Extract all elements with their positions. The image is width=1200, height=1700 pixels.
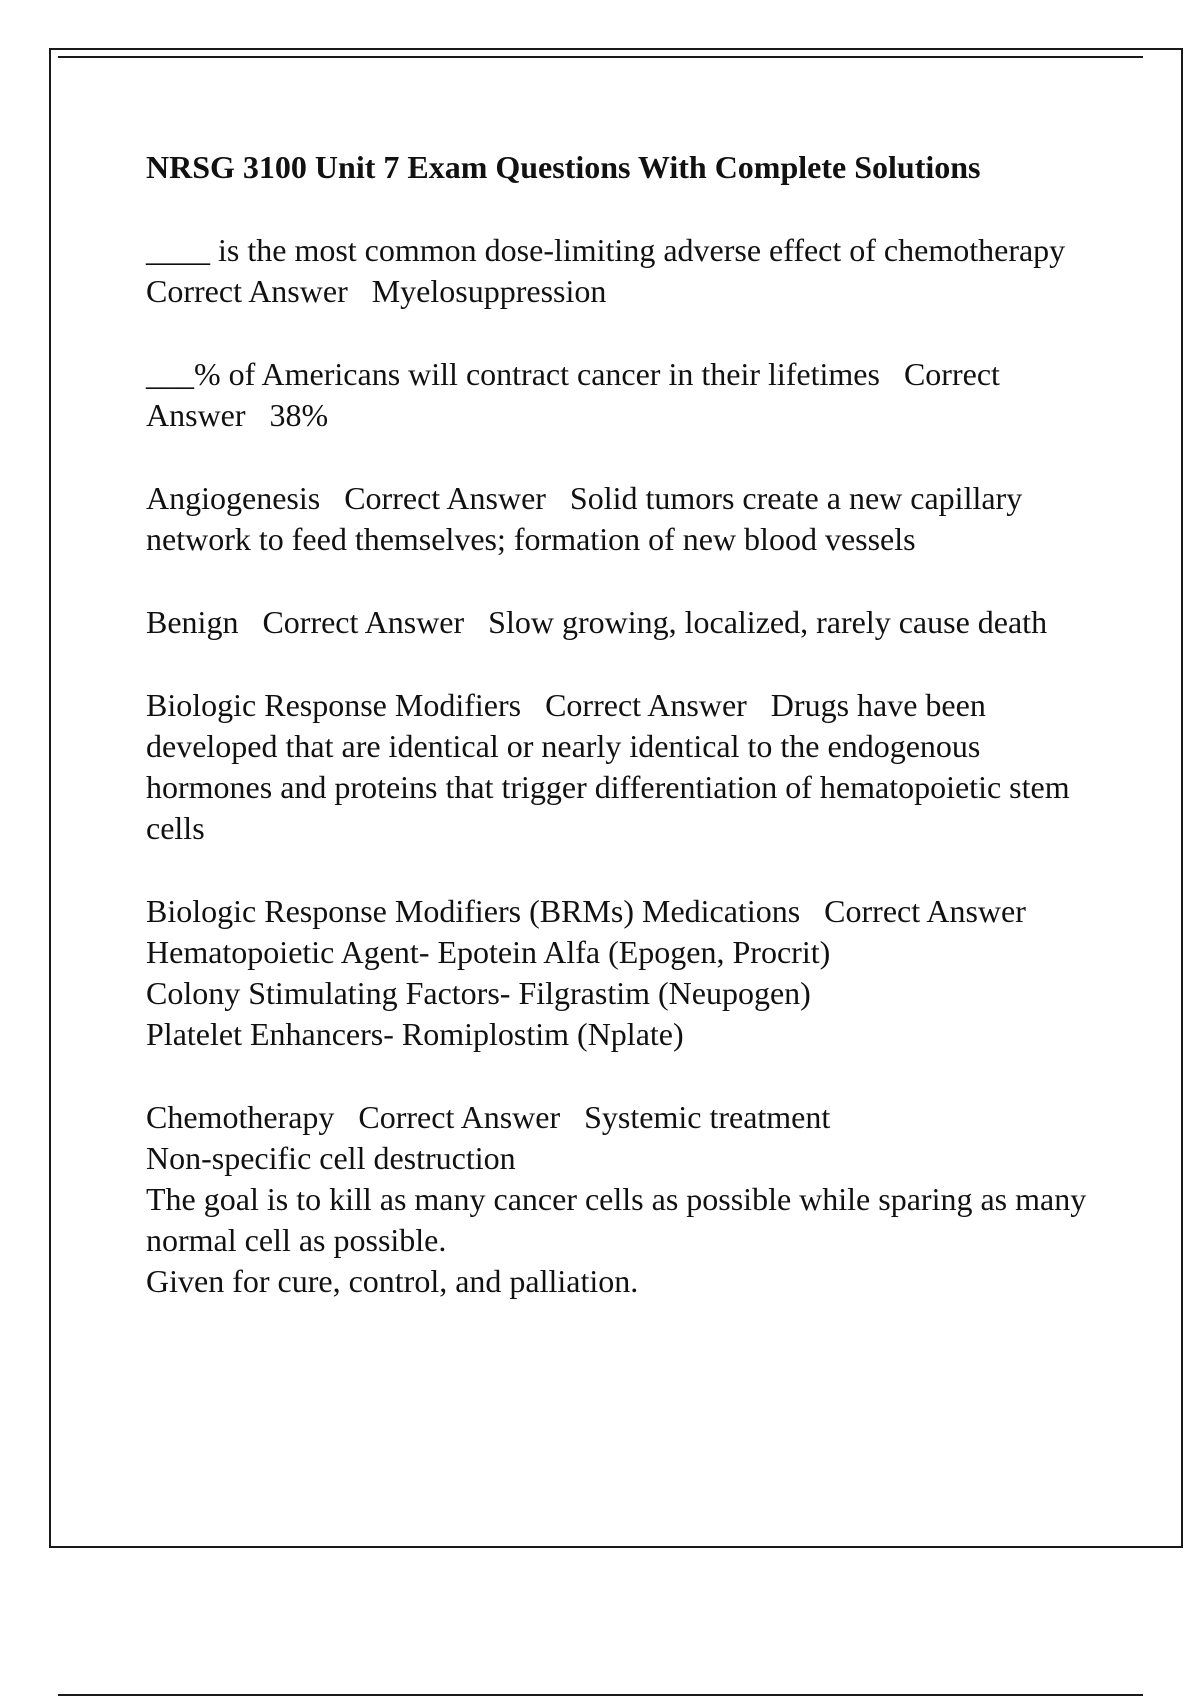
- answer-label: Correct Answer: [824, 893, 1026, 929]
- separator: [464, 604, 488, 640]
- answer-line: Non-specific cell destruction: [146, 1140, 516, 1176]
- qa-item: [146, 685, 1096, 849]
- qa-item: [146, 891, 1096, 1055]
- question-text: Angiogenesis: [146, 480, 321, 516]
- separator: [546, 480, 570, 516]
- separator: [1065, 232, 1089, 268]
- answer-text: Slow growing, localized, rarely cause death: [488, 604, 1048, 640]
- answer-line: Given for cure, control, and palliation.: [146, 1263, 639, 1299]
- answer-label: Correct Answer: [146, 356, 1007, 433]
- separator: [521, 687, 545, 723]
- answer-text: Systemic treatment: [584, 1099, 831, 1135]
- separator: [1026, 893, 1050, 929]
- question-text: Biologic Response Modifiers (BRMs) Medications: [146, 893, 801, 929]
- separator: [320, 480, 344, 516]
- answer-label: Correct Answer: [262, 604, 465, 640]
- separator: [334, 1099, 358, 1135]
- answer-text: 38%: [269, 397, 329, 433]
- separator: [880, 356, 904, 392]
- document-body: [146, 146, 1096, 1344]
- bottom-rule: [58, 1694, 1143, 1696]
- answer-line: Platelet Enhancers- Romiplostim (Nplate): [146, 1016, 684, 1052]
- answer-label: Correct Answer: [146, 273, 348, 309]
- qa-item: [146, 602, 1096, 643]
- separator: [246, 397, 270, 433]
- question-text: ___% of Americans will contract cancer in their lifetimes: [146, 356, 880, 392]
- separator: [560, 1099, 584, 1135]
- separator: [747, 687, 771, 723]
- answer-text: Hematopoietic Agent- Epotein Alfa (Epogen, Procrit): [146, 934, 831, 970]
- answer-text: Solid tumors create a new capillary network to feed themselves; formation of new blood vessels: [146, 480, 1031, 557]
- answer-line: Colony Stimulating Factors- Filgrastim (Neupogen): [146, 975, 811, 1011]
- answer-line: The goal is to kill as many cancer cells as possible while sparing as many normal cell as possible.: [146, 1181, 1095, 1258]
- question-text: Biologic Response Modifiers: [146, 687, 522, 723]
- answer-label: Correct Answer: [545, 687, 747, 723]
- answer-label: Correct Answer: [344, 480, 546, 516]
- qa-item: [146, 1097, 1096, 1302]
- answer-label: Correct Answer: [358, 1099, 561, 1135]
- answer-text: Drugs have been developed that are identical or nearly identical to the endogenous hormones and proteins that trigger differentiation of hematopoietic stem cells: [146, 687, 1078, 846]
- answer-text: Myelosuppression: [371, 273, 607, 309]
- qa-item: [146, 230, 1096, 312]
- document-title: NRSG 3100 Unit 7 Exam Questions With Complete Solutions: [146, 149, 981, 185]
- separator: [348, 273, 372, 309]
- qa-item: [146, 478, 1096, 560]
- separator: [800, 893, 824, 929]
- question-text: ____ is the most common dose-limiting adverse effect of chemotherapy: [146, 232, 1066, 268]
- qa-item: [146, 354, 1096, 436]
- question-text: Chemotherapy: [146, 1099, 335, 1135]
- separator: [238, 604, 262, 640]
- question-text: Benign: [146, 604, 239, 640]
